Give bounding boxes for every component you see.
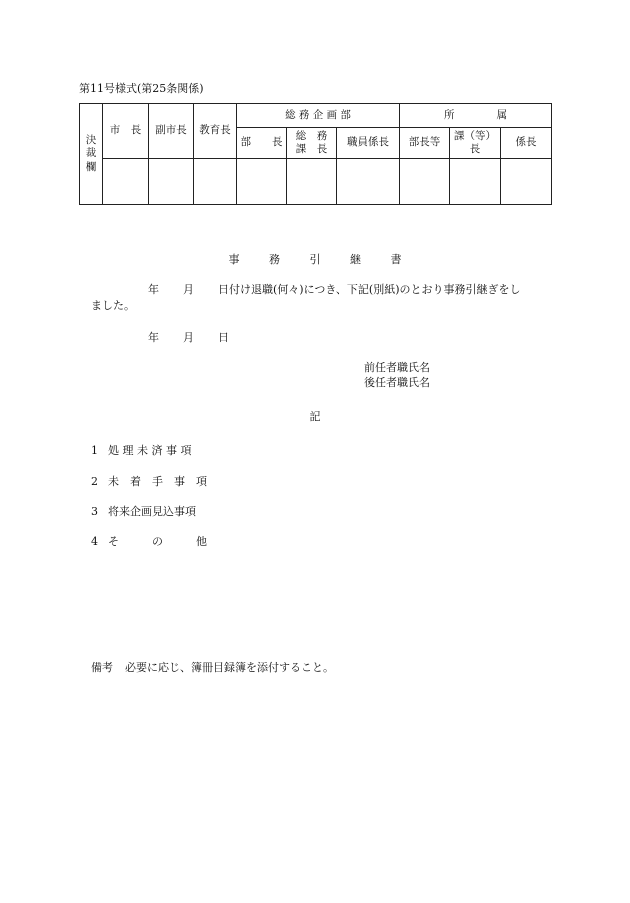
section-head-header (450, 128, 501, 159)
header-line: 総 務 (295, 129, 328, 142)
approval-stamp-cell (237, 159, 287, 205)
dept-head-header: 部 長 (237, 128, 287, 159)
superintendent-header: 教育長 (194, 104, 237, 159)
title-char: 継 (350, 253, 361, 266)
item-number: 1 (91, 444, 98, 457)
staff-chief-header: 職員係長 (337, 128, 400, 159)
mayor-header: 市 長 (103, 104, 149, 159)
item-label: そ の 他 (108, 535, 207, 548)
general-planning-dept-header: 総 務 企 画 部 (237, 104, 400, 128)
intro-month: 月 (183, 283, 194, 296)
approval-header-char: 決 (85, 134, 97, 147)
approval-stamp-cell (149, 159, 194, 205)
header-line: 課（等） (454, 129, 497, 142)
ki-heading: 記 (309, 410, 321, 423)
item-label: 未 着 手 事 項 (108, 475, 207, 488)
affiliation-header: 所 属 (400, 104, 552, 128)
item-number: 4 (91, 535, 98, 548)
report-month: 月 (183, 331, 194, 344)
report-year: 年 (148, 331, 159, 344)
item-number: 3 (91, 505, 98, 518)
remarks-head: 備考 (91, 661, 113, 674)
list-item (91, 473, 207, 489)
report-day: 日 (218, 331, 229, 344)
title-char: 事 (228, 253, 240, 266)
title-char: 務 (269, 253, 280, 266)
chief-header: 係長 (501, 128, 552, 159)
approval-stamp-cell (194, 159, 237, 205)
general-affairs-head-header (287, 128, 337, 159)
remarks-text: 必要に応じ、簿冊目録簿を添付すること。 (125, 661, 334, 674)
title-char: 書 (390, 253, 402, 266)
approval-row-header (80, 104, 103, 205)
approval-stamp-cell (337, 159, 400, 205)
deputy-mayor-header: 副市長 (149, 104, 194, 159)
intro-line1 (148, 281, 521, 297)
title-char: 引 (309, 253, 321, 266)
approval-stamp-cell (450, 159, 501, 205)
approval-header-char: 裁 (85, 147, 97, 160)
predecessor-signature: 前任者職氏名 (364, 361, 430, 374)
report-date (148, 329, 253, 345)
approval-header-char: 欄 (85, 160, 97, 173)
item-label: 将来企画見込事項 (108, 505, 196, 518)
item-number: 2 (91, 475, 98, 488)
approval-table (79, 103, 552, 205)
dept-head-etc-header: 部長等 (400, 128, 450, 159)
list-item (91, 442, 191, 458)
document-title (0, 251, 630, 267)
approval-stamp-cell (501, 159, 552, 205)
approval-stamp-cell (400, 159, 450, 205)
intro-year: 年 (148, 283, 159, 296)
approval-stamp-cell (103, 159, 149, 205)
header-line: 長 (469, 143, 481, 155)
header-line: 課 長 (295, 143, 328, 155)
list-item (91, 533, 207, 549)
item-label: 処 理 未 済 事 項 (108, 444, 192, 457)
intro-text: 日付け退職(何々)につき、下記(別紙)のとおり事務引継ぎをし (218, 283, 521, 296)
list-item (91, 503, 196, 519)
form-number: 第11号様式(第25条関係) (79, 82, 204, 95)
successor-signature: 後任者職氏名 (364, 376, 430, 389)
intro-line2: ました。 (91, 299, 135, 312)
remarks (91, 659, 334, 675)
approval-stamp-cell (287, 159, 337, 205)
